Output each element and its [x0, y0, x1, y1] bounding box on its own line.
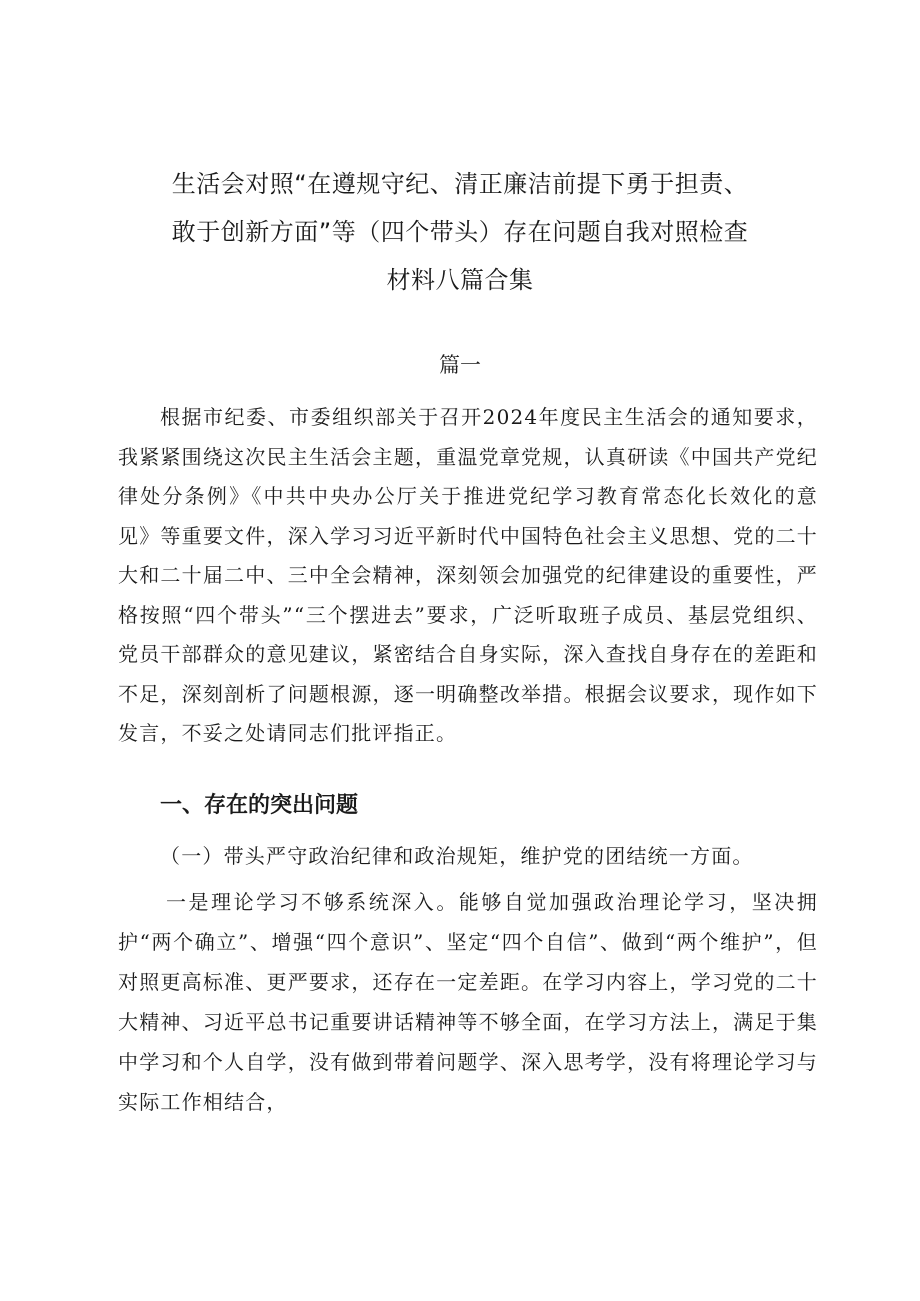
paragraph-theory-study: 一是理论学习不够系统深入。能够自觉加强政治理论学习，坚决拥护“两个确立”、增强“四个意识”、坚定“四个自信”、做到“两个维护”，但对照更高标准、更严要求，还存在一定差距。在学习内容上，学习党的二十大精神、习近平总书记重要讲话精神等不够全面，在学习方法上，满足于集中学习和个人自学，没有做到带着问题学、深入思考学，没有将理论学习与实际工作相结合，	[118, 890, 818, 1114]
title-line-2: 敢于创新方面”等（四个带头）存在问题自我对照检查	[171, 218, 749, 246]
section-label: 篇一	[439, 353, 481, 377]
title-line-1: 生活会对照“在遵规守纪、清正廉洁前提下勇于担责、	[171, 170, 749, 198]
heading-problems: 一、存在的突出问题	[160, 793, 359, 818]
intro-paragraph: 根据市纪委、市委组织部关于召开2024年度民主生活会的通知要求，我紧紧围绕这次民主生活会主题，重温党章党规，认真研读《中国共产党纪律处分条例》《中共中央办公厅关于推进党纪学习教育常态化长效化的意见》等重要文件，深入学习习近平新时代中国特色社会主义思想、党的二十大和二十届二中、三中全会精神，深刻领会加强党的纪律建设的重要性，严格按照“四个带头”“三个摆进去”要求，广泛听取班子成员、基层党组织、党员干部群众的意见建议，紧密结合自身实际，深入查找自身存在的差距和不足，深刻剖析了问题根源，逐一明确整改举措。根据会议要求，现作如下发言，不妥之处请同志们批评指正。	[118, 405, 818, 745]
title-line-3: 材料八篇合集	[386, 266, 534, 294]
subheading-political-discipline: （一）带头严守政治纪律和政治规矩，维护党的团结统一方面。	[160, 844, 754, 868]
document-title	[0, 160, 920, 304]
